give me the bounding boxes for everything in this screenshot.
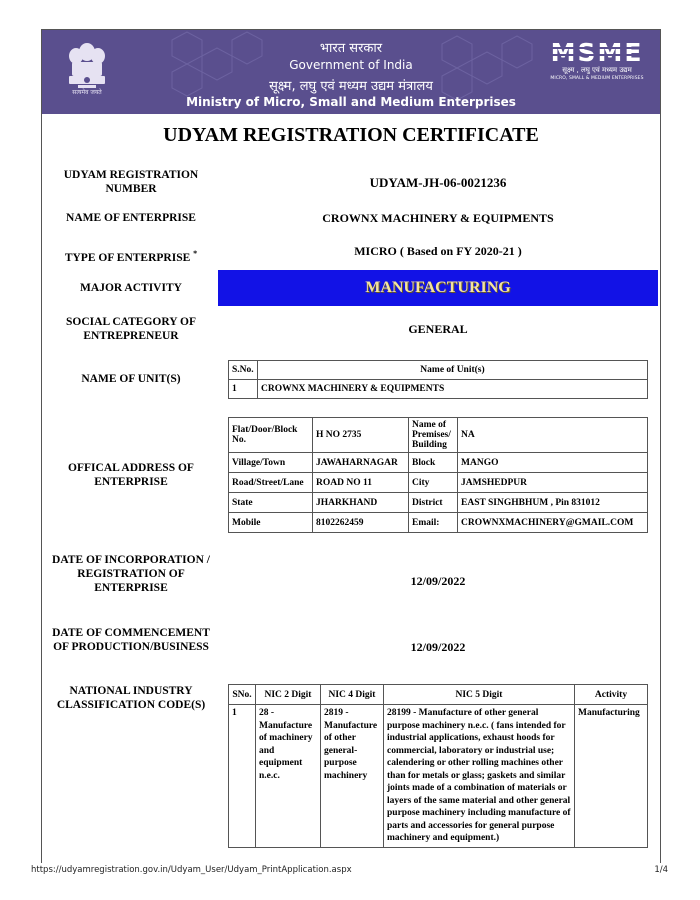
unit-sno: 1 [229,380,258,399]
mobile-label: Mobile [229,513,313,533]
mobile-value: 8102262459 [313,513,409,533]
nic-header-nic5: NIC 5 Digit [384,685,575,705]
major-activity-value: MANUFACTURING [365,279,511,296]
reg-number-label: UDYAM REGISTRATION NUMBER [63,169,199,195]
hindi-government-text: भारत सरकार [319,41,383,56]
enterprise-type-label-text: TYPE OF ENTERPRISE [64,251,191,264]
nic5-value: 28199 - Manufacture of other general purpose machinery n.e.c. ( fans intended for industrial applications, exhaust hoods for commercial, laboratory or industrial use; calendering or other rolling machines other than for metals or glass; gaskets and similar joints made of a combination of materials or layers of the same material and other general purpose machinery including manufacture of parts and accessories for general purpose machinery and equipment.) [384,705,575,848]
village-value: JAWAHARNAGAR [313,453,409,473]
table-row [229,705,648,848]
msme-logo-text: MSME [550,39,644,65]
certificate-title: UDYAM REGISTRATION CERTIFICATE [163,124,539,146]
units-label: NAME OF UNIT(S) [81,373,181,385]
city-value: JAMSHEDPUR [458,473,648,493]
table-row [229,493,648,513]
major-activity-label: MAJOR ACTIVITY [80,282,182,294]
email-label: Email: [409,513,458,533]
emblem-caption: सत्यमेव जयते [72,89,102,96]
block-value: MANGO [458,453,648,473]
ministry-name: Ministry of Micro, Small and Medium Enterprises [186,95,516,109]
enterprise-type-asterisk: * [193,249,198,258]
block-label: Block [409,453,458,473]
nic-header-nic2: NIC 2 Digit [256,685,321,705]
social-category-value: GENERAL [408,322,468,336]
nic4-value: 2819 - Manufacture of other general-purpose machinery [321,705,384,848]
flat-label: Flat/Door/Block No. [229,418,313,453]
nic-table [228,684,648,848]
enterprise-type-label [50,247,212,265]
commencement-date-value: 12/09/2022 [410,640,466,654]
nic-label: NATIONAL INDUSTRY CLASSIFICATION CODE(S) [56,685,206,711]
table-row [229,418,648,453]
enterprise-name-value: CROWNX MACHINERY & EQUIPMENTS [322,211,554,225]
major-activity-bar [218,270,658,306]
nic-activity-value: Manufacturing [575,705,648,848]
msme-logo-icon [548,39,646,65]
unit-name: CROWNX MACHINERY & EQUIPMENTS [258,380,648,399]
incorporation-date-label: DATE OF INCORPORATION / REGISTRATION OF ENTERPRISE [52,554,210,594]
enterprise-type-value: MICRO ( Based on FY 2020-21 ) [354,244,522,258]
district-value: EAST SINGHBHUM , Pin 831012 [458,493,648,513]
hindi-ministry-text: सूक्ष्म, लघु एवं मध्यम उद्यम मंत्रालय [269,79,433,94]
units-header-row [229,361,648,380]
footer-page-number: 1/4 [654,865,668,875]
nic-header-activity: Activity [575,685,648,705]
village-label: Village/Town [229,453,313,473]
msme-logo-english: MICRO, SMALL & MEDIUM ENTERPRISES [550,76,644,81]
flat-value: H NO 2735 [313,418,409,453]
state-value: JHARKHAND [313,493,409,513]
incorporation-date-value: 12/09/2022 [410,574,466,588]
district-label: District [409,493,458,513]
nic-sno: 1 [229,705,256,848]
commencement-date-label: DATE OF COMMENCEMENT OF PRODUCTION/BUSINESS [52,627,210,653]
premises-label: Name of Premises/ Building [409,418,458,453]
nic-header-row [229,685,648,705]
road-label: Road/Street/Lane [229,473,313,493]
city-label: City [409,473,458,493]
email-value: CROWNXMACHINERY@GMAIL.COM [458,513,648,533]
government-of-india-text: Government of India [289,58,413,72]
reg-number-value: UDYAM-JH-06-0021236 [369,175,507,190]
msme-logo-hindi: सूक्ष्म , लघु एवं मध्यम उद्यम [562,66,632,74]
nic-header-sno: SNo. [229,685,256,705]
nic-header-nic4: NIC 4 Digit [321,685,384,705]
footer-url: https://udyamregistration.gov.in/Udyam_User/Udyam_PrintApplication.aspx [31,865,352,875]
enterprise-name-label: NAME OF ENTERPRISE [66,212,196,224]
government-banner [42,30,660,114]
state-label: State [229,493,313,513]
certificate-page [41,29,661,863]
social-category-label: SOCIAL CATEGORY OF ENTREPRENEUR [66,316,196,342]
table-row [229,513,648,533]
address-label: OFFICAL ADDRESS OF ENTERPRISE [68,462,194,488]
units-table [228,360,648,399]
table-row [229,453,648,473]
units-header-sno: S.No. [229,361,258,380]
nic2-value: 28 - Manufacture of machinery and equipment n.e.c. [256,705,321,848]
address-table [228,417,648,533]
table-row [229,380,648,399]
road-value: ROAD NO 11 [313,473,409,493]
units-header-name: Name of Unit(s) [258,361,648,380]
premises-value: NA [458,418,648,453]
table-row [229,473,648,493]
